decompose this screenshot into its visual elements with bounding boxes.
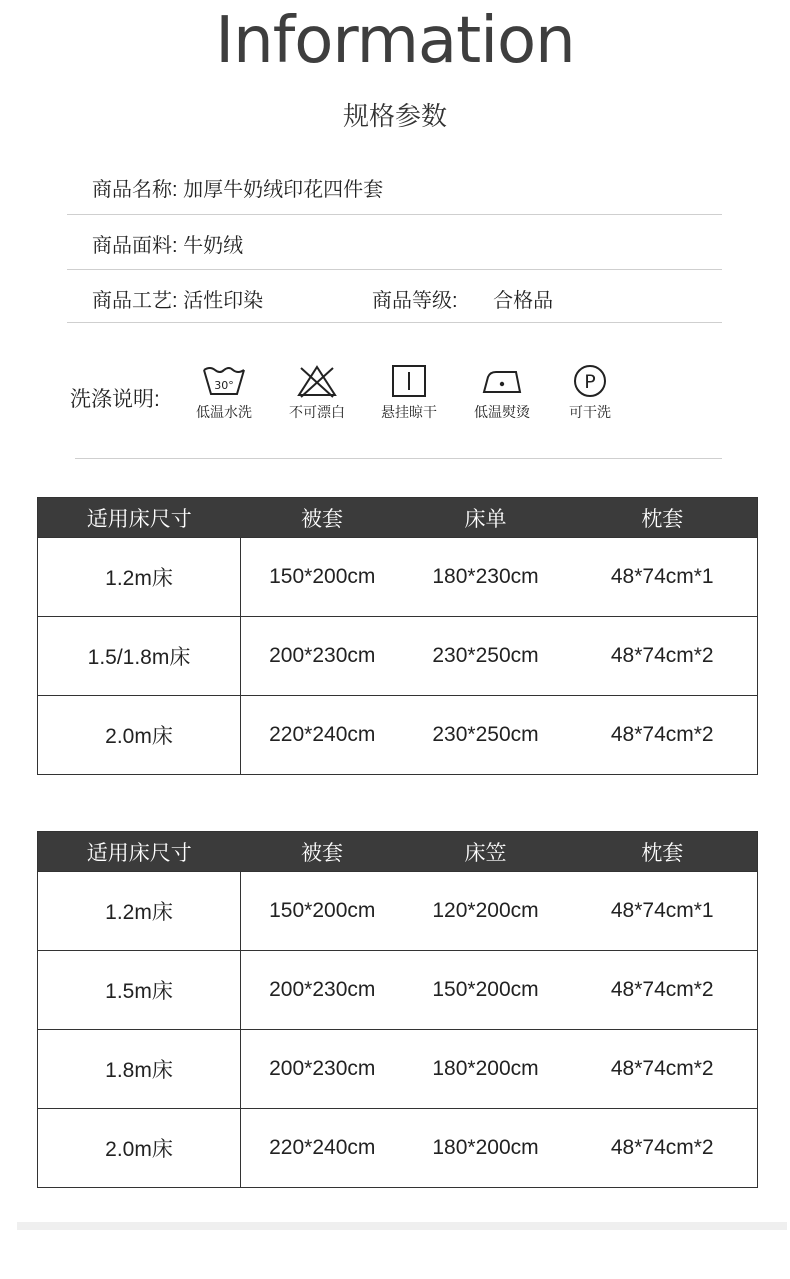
- divider: [67, 322, 722, 323]
- duvet-cover-cell: 150*200cm: [241, 872, 404, 951]
- care-title: 洗涤说明:: [70, 388, 160, 411]
- bed-size-cell: 2.0m床: [38, 1109, 241, 1188]
- duvet-cover-cell: 200*230cm: [241, 951, 404, 1030]
- spec-grade-label: 商品等级:: [372, 290, 458, 312]
- table-row: [38, 538, 758, 617]
- spec-fabric-label: 商品面料:: [92, 235, 178, 257]
- column-header: 被套: [241, 832, 404, 872]
- sheet-cell: 180*230cm: [404, 538, 568, 617]
- divider: [67, 269, 722, 270]
- bed-size-cell: 1.2m床: [38, 538, 241, 617]
- column-header: 枕套: [568, 498, 758, 538]
- care-item-no-bleach: [277, 364, 357, 422]
- care-item-wash: [184, 364, 264, 422]
- bed-size-cell: 1.8m床: [38, 1030, 241, 1109]
- pillowcase-cell: 48*74cm*1: [568, 872, 758, 951]
- table-row: [38, 1109, 758, 1188]
- bed-size-cell: 1.2m床: [38, 872, 241, 951]
- footer-divider: [17, 1222, 787, 1230]
- spec-grade-value: 合格品: [493, 290, 554, 312]
- column-header: 适用床尺寸: [38, 832, 241, 872]
- pillowcase-cell: 48*74cm*2: [568, 617, 758, 696]
- spec-craft-label: 商品工艺:: [92, 290, 178, 312]
- care-label-dry-clean: 可干洗: [569, 404, 611, 420]
- divider: [75, 458, 722, 459]
- duvet-cover-cell: 220*240cm: [241, 696, 404, 775]
- column-header: 适用床尺寸: [38, 498, 241, 538]
- spec-fabric-value: 牛奶绒: [183, 235, 244, 257]
- care-label-wash: 低温水洗: [196, 404, 252, 420]
- page-title: Information: [215, 4, 575, 78]
- table-row: [38, 872, 758, 951]
- spec-craft-row: [92, 284, 263, 313]
- dry-clean-p-icon: [568, 364, 612, 398]
- table-row: [38, 617, 758, 696]
- no-bleach-icon: [295, 364, 339, 398]
- pillowcase-cell: 48*74cm*2: [568, 696, 758, 775]
- pillowcase-cell: 48*74cm*2: [568, 1030, 758, 1109]
- care-item-dry-clean: [550, 364, 630, 422]
- bed-size-cell: 1.5m床: [38, 951, 241, 1030]
- duvet-cover-cell: 200*230cm: [241, 617, 404, 696]
- spec-name-label: 商品名称:: [92, 179, 178, 201]
- spec-craft-value: 活性印染: [183, 290, 264, 312]
- divider: [67, 214, 722, 215]
- wash-temp: 30°: [214, 379, 234, 392]
- spec-grade-row: [372, 284, 553, 313]
- table-header-row: [38, 832, 758, 872]
- care-item-iron: [462, 364, 542, 422]
- bed-size-cell: 2.0m床: [38, 696, 241, 775]
- spec-fabric-row: [92, 229, 243, 258]
- fitted-sheet-cell: 120*200cm: [404, 872, 568, 951]
- hang-dry-icon: [387, 364, 431, 398]
- table-row: [38, 951, 758, 1030]
- duvet-cover-cell: 200*230cm: [241, 1030, 404, 1109]
- care-label-no-bleach: 不可漂白: [289, 404, 345, 420]
- table-row: [38, 1030, 758, 1109]
- table-header-row: [38, 498, 758, 538]
- fitted-sheet-cell: 180*200cm: [404, 1030, 568, 1109]
- care-label-hang-dry: 悬挂晾干: [381, 404, 437, 420]
- care-label-iron: 低温熨烫: [474, 404, 530, 420]
- size-table-sheet: [37, 497, 758, 775]
- table-row: [38, 696, 758, 775]
- pillowcase-cell: 48*74cm*2: [568, 951, 758, 1030]
- care-item-hang-dry: [369, 364, 449, 422]
- column-header: 床单: [404, 498, 568, 538]
- fitted-sheet-cell: 180*200cm: [404, 1109, 568, 1188]
- duvet-cover-cell: 220*240cm: [241, 1109, 404, 1188]
- dry-clean-letter: P: [584, 371, 596, 393]
- column-header: 枕套: [568, 832, 758, 872]
- column-header: 被套: [241, 498, 404, 538]
- duvet-cover-cell: 150*200cm: [241, 538, 404, 617]
- pillowcase-cell: 48*74cm*2: [568, 1109, 758, 1188]
- size-table-fitted: [37, 831, 758, 1188]
- bed-size-cell: 1.5/1.8m床: [38, 617, 241, 696]
- fitted-sheet-cell: 150*200cm: [404, 951, 568, 1030]
- spec-name-value: 加厚牛奶绒印花四件套: [183, 179, 384, 201]
- column-header: 床笠: [404, 832, 568, 872]
- iron-low-icon: [480, 364, 524, 398]
- wash-30-icon: [202, 364, 246, 398]
- sheet-cell: 230*250cm: [404, 696, 568, 775]
- page-subtitle: 规格参数: [342, 101, 447, 131]
- sheet-cell: 230*250cm: [404, 617, 568, 696]
- spec-name-row: [92, 173, 383, 202]
- pillowcase-cell: 48*74cm*1: [568, 538, 758, 617]
